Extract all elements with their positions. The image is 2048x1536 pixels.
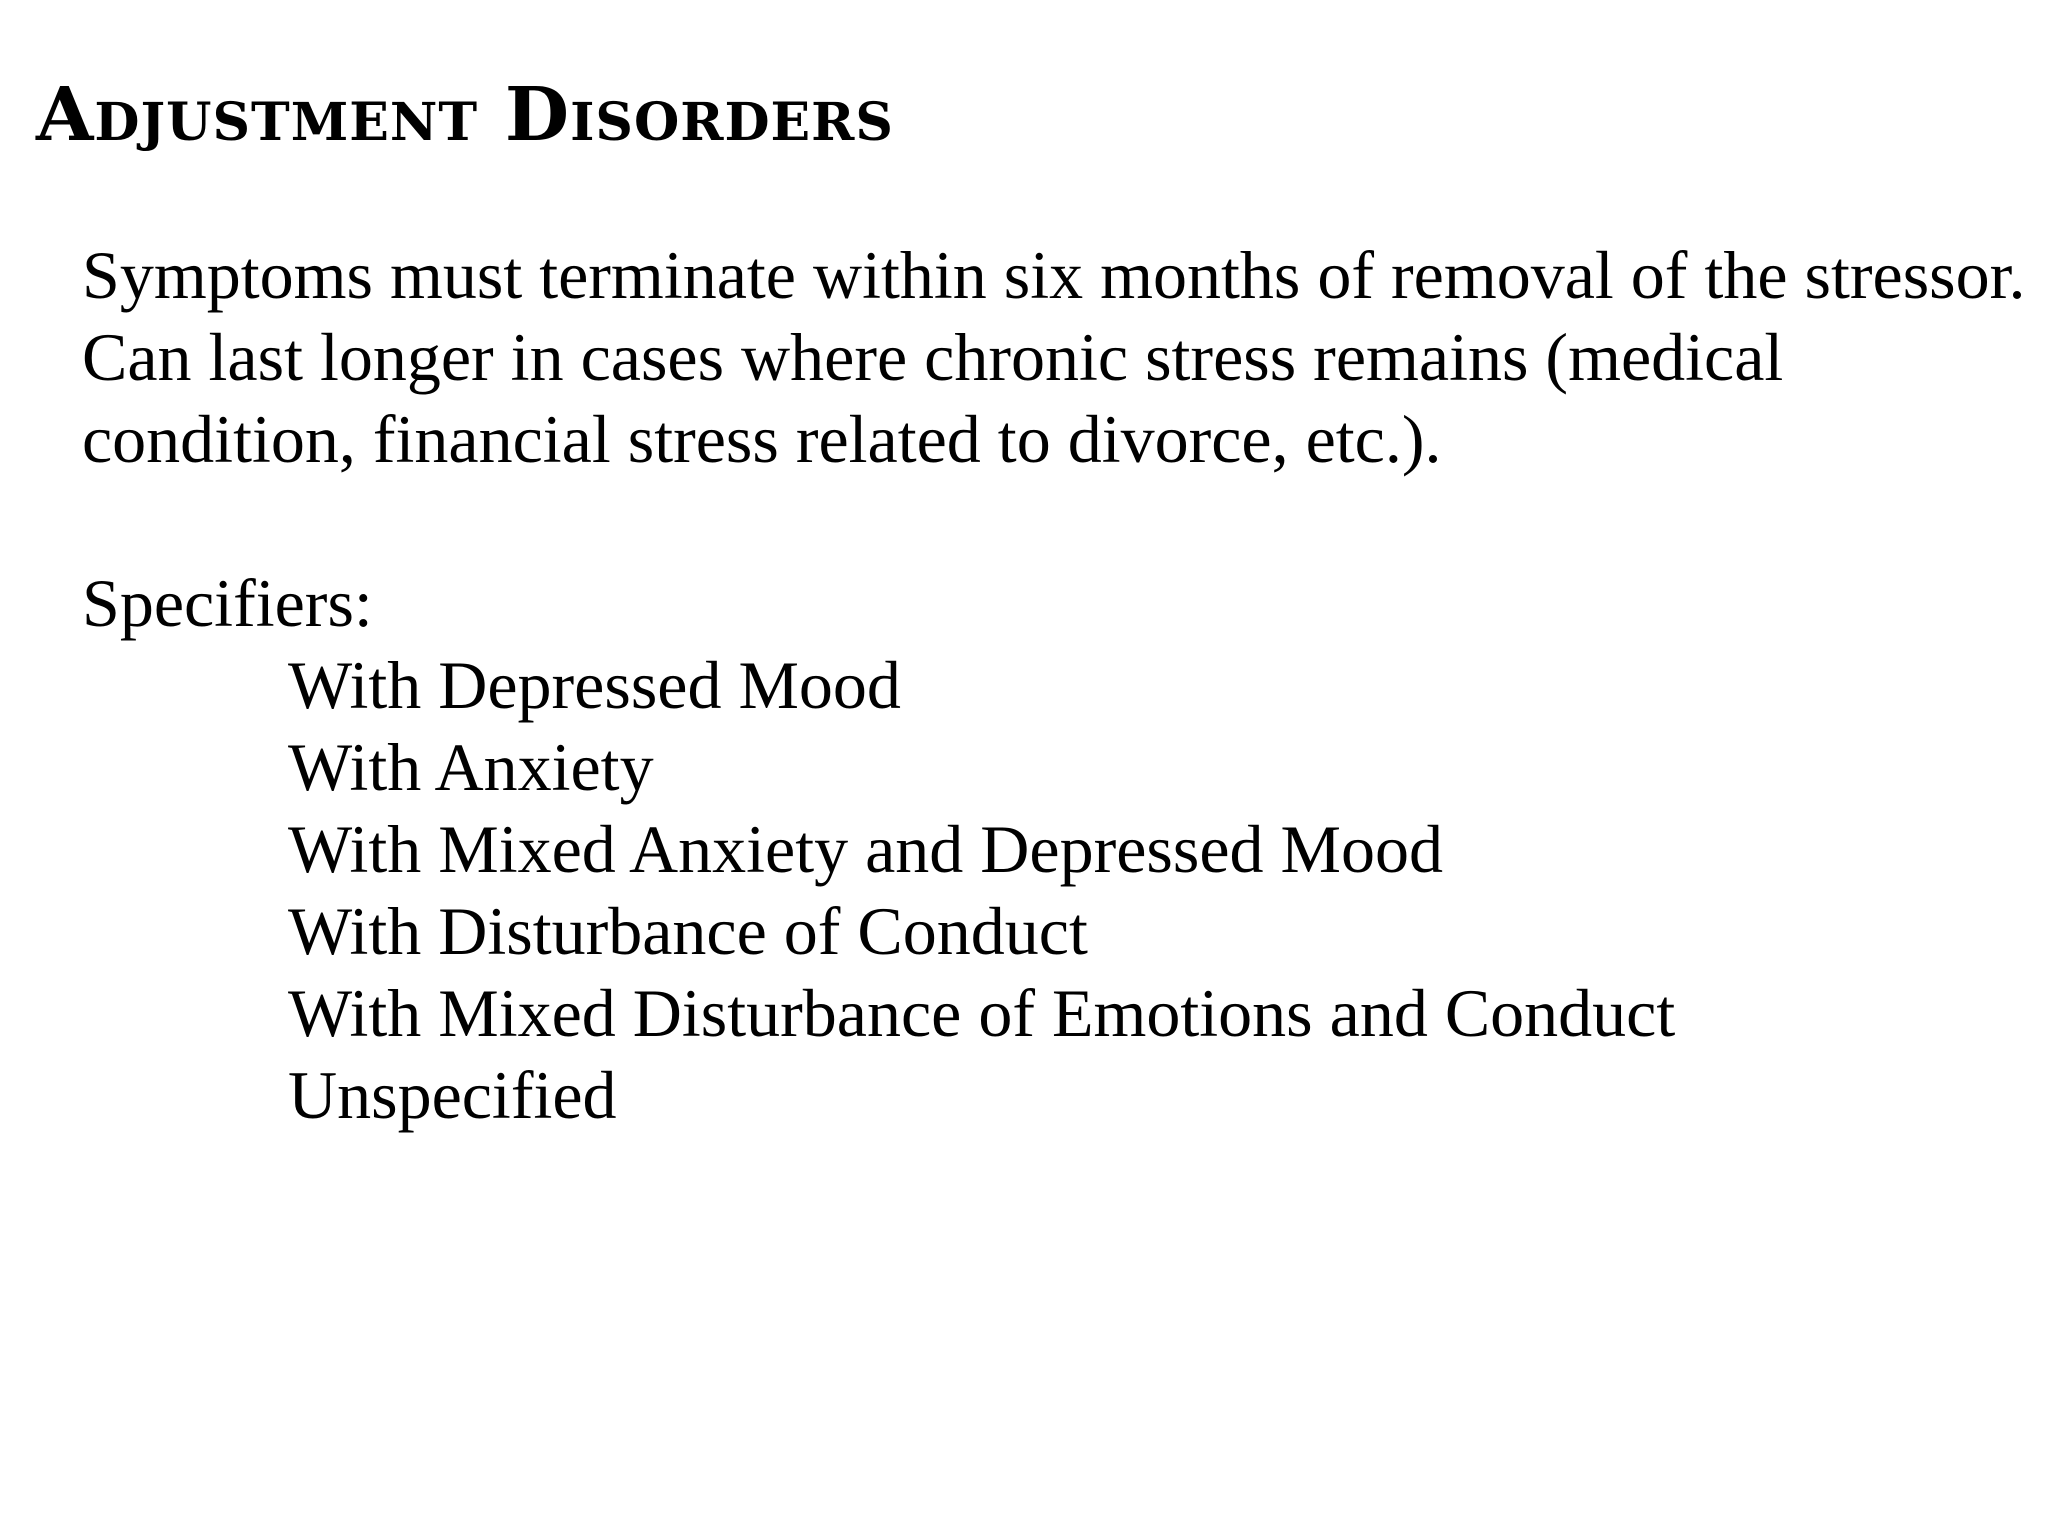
slide-body: [82, 234, 2032, 1136]
specifier-item: With Mixed Disturbance of Emotions and Conduct: [288, 975, 1676, 1051]
specifier-item: Unspecified: [288, 1057, 617, 1133]
paragraph-line: Can last longer in cases where chronic stress remains (medical: [82, 319, 1784, 395]
spacer: [82, 480, 2032, 562]
specifiers-heading: Specifiers:: [82, 565, 373, 641]
specifier-item: With Mixed Anxiety and Depressed Mood: [288, 811, 1443, 887]
specifier-item: With Disturbance of Conduct: [288, 893, 1088, 969]
specifier-list: [82, 644, 2032, 1136]
slide-title: Adjustment Disorders: [36, 72, 894, 158]
paragraph-line: Symptoms must terminate within six months of removal of the stressor.: [82, 237, 2026, 313]
specifier-item: With Anxiety: [288, 729, 654, 805]
paragraph-line: condition, financial stress related to divorce, etc.).: [82, 401, 1442, 477]
specifier-item: With Depressed Mood: [288, 647, 901, 723]
